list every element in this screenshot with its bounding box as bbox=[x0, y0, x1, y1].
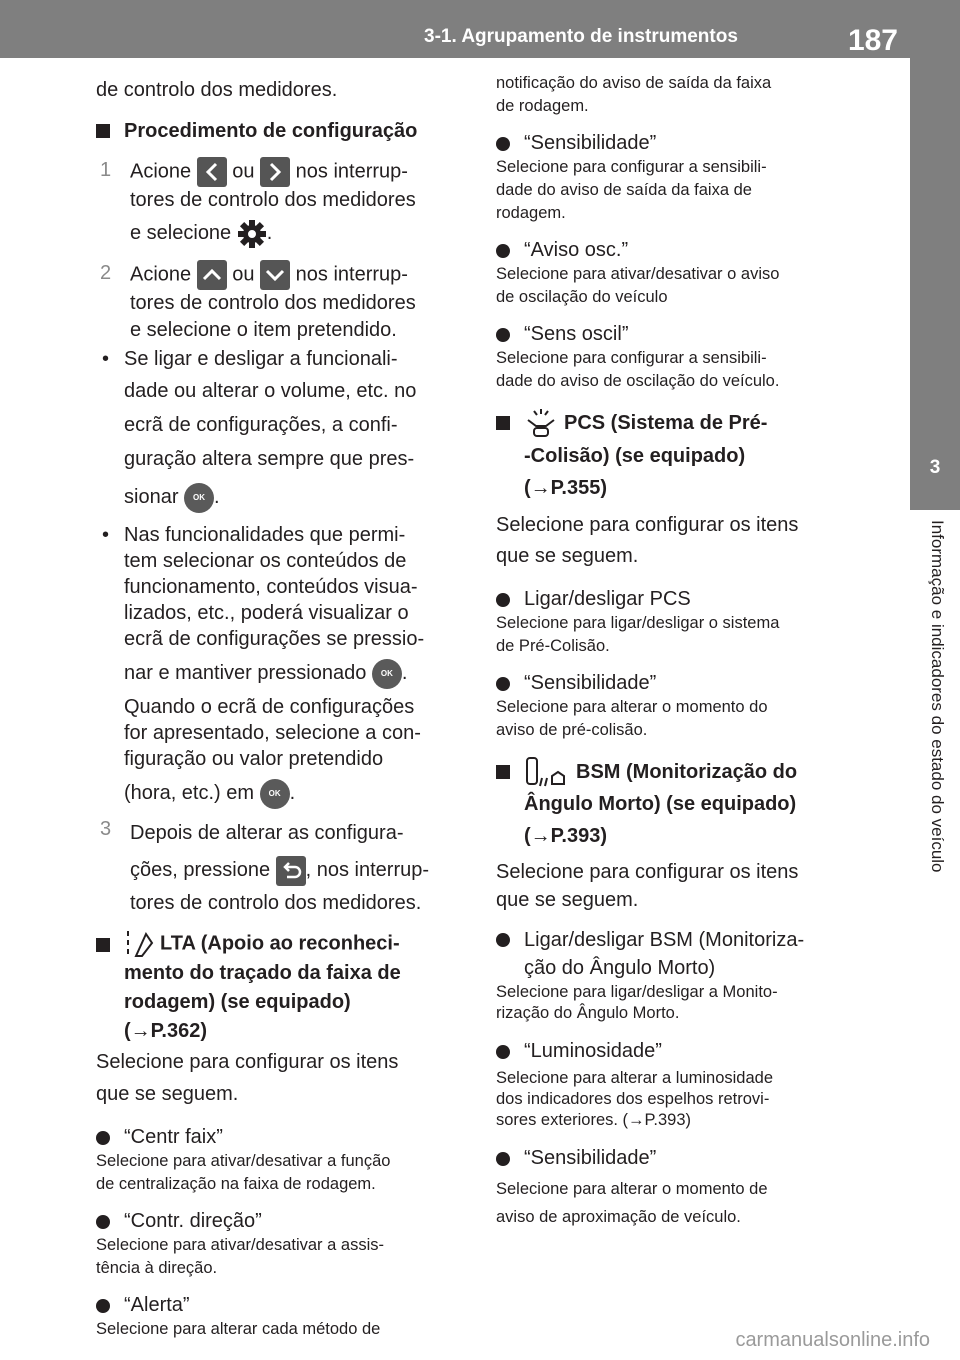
right-column bbox=[496, 72, 856, 1231]
side-bar bbox=[910, 0, 960, 425]
watermark: carmanualsonline.info bbox=[735, 1329, 930, 1351]
step-1: 1 Acione ou nos interrup- tores de controlo dos medidores e selecione . bbox=[96, 157, 461, 252]
item-desc: Selecione para configurar a sensibili- dade do aviso de oscilação do veículo. bbox=[496, 349, 780, 390]
item-desc: Selecione para configurar a sensibili- dade do aviso de saída da faixa de rodagem. bbox=[496, 158, 767, 222]
item-desc: Selecione para alterar o momento de aviso de aproximação de veículo. bbox=[496, 1180, 768, 1227]
page-number: 187 bbox=[847, 24, 898, 57]
section-title: 3-1. Agrupamento de instrumentos bbox=[424, 26, 738, 47]
ok-button-icon: OK bbox=[184, 483, 214, 513]
lane-trace-assist-icon bbox=[124, 929, 154, 959]
lta-item-sens-oscil: “Sens oscil” bbox=[496, 321, 856, 347]
heading-pcs: PCS (Sistema de Pré- -Colisão) (se equipado) (→P.355) bbox=[496, 407, 856, 504]
lta-item-desc: Selecione para alterar cada método de bbox=[96, 1320, 381, 1338]
item-desc: Selecione para alterar a luminosidade dos indicadores dos espelhos retrovi- sores exteriores. (→P.393) bbox=[496, 1069, 774, 1130]
step-2: 2 Acione ou nos interrup- tores de controlo dos medidores e selecione o item pretendido. bbox=[100, 262, 416, 341]
bsm-intro: Selecione para configurar os itens que se seguem. bbox=[496, 861, 799, 912]
item-desc: Selecione para ativar/desativar o aviso de oscilação do veículo bbox=[496, 265, 780, 306]
bullet-2: • Nas funcionalidades que permi- tem selecionar os conteúdos de funcionamento, conteúdos visua- lizados, etc., poderá visualizar o ecrã de configurações se pressio- nar e mantiver pressionado OK . Quando o ecrã de configurações for apresentado, selecione a con- figuração ou valor pretendido (hora, etc.) em OK . bbox=[96, 522, 461, 814]
lta-item-contr-direcao: “Contr. direção” bbox=[96, 1208, 461, 1234]
lta-intro: Selecione para configurar os itens que se seguem. bbox=[96, 1051, 399, 1105]
back-arrow-icon bbox=[276, 856, 306, 886]
step-3: 3 Depois de alterar as configura- ções, pressione , nos interrup- tores de controlo dos medidores. bbox=[100, 818, 430, 914]
bsm-item-ligar: Ligar/desligar BSM (Monitoriza- ção do Ângulo Morto) bbox=[496, 926, 856, 982]
chevron-right-icon bbox=[260, 157, 290, 187]
chapter-title: Informação e indicadores do estado do veículo bbox=[928, 520, 947, 873]
lta-item-aviso-osc: “Aviso osc.” bbox=[496, 237, 856, 263]
lta-item-alerta: “Alerta” bbox=[96, 1292, 461, 1318]
bsm-item-luminosidade: “Luminosidade” bbox=[496, 1038, 856, 1064]
chevron-left-icon bbox=[197, 157, 227, 187]
chevron-down-icon bbox=[260, 260, 290, 290]
pcs-intro: Selecione para configurar os itens que se seguem. bbox=[496, 513, 799, 567]
item-desc: Selecione para alterar o momento do aviso de pré-colisão. bbox=[496, 697, 768, 739]
bullet-1: • Se ligar e desligar a funcionali- dade ou alterar o volume, etc. no ecrã de configurações, a confi- guração altera sempre que pres- sionar OK . bbox=[96, 344, 461, 518]
lta-item-desc: Selecione para ativar/desativar a assis- tência à direção. bbox=[96, 1236, 384, 1277]
ok-button-icon: OK bbox=[372, 659, 402, 689]
left-column bbox=[96, 72, 461, 1341]
continued-text: notificação do aviso de saída da faixa de rodagem. bbox=[496, 74, 772, 115]
heading-procedure: Procedimento de configuração bbox=[96, 115, 461, 147]
lta-item-sensibilidade: “Sensibilidade” bbox=[496, 130, 856, 156]
pre-collision-icon bbox=[524, 408, 558, 440]
lta-item-centr-faix: “Centr faix” bbox=[96, 1124, 461, 1150]
item-desc: Selecione para ligar/desligar o sistema de Pré-Colisão. bbox=[496, 613, 780, 655]
blind-spot-monitor-icon bbox=[524, 756, 570, 788]
heading-lta: LTA (Apoio ao reconheci- mento do traçado da faixa de rodagem) (se equipado) (→P.362) bbox=[96, 929, 461, 1046]
ok-button-icon: OK bbox=[260, 779, 290, 809]
pcs-item-sensibilidade: “Sensibilidade” bbox=[496, 670, 856, 696]
chapter-tab[interactable]: 3 bbox=[910, 425, 960, 510]
lta-item-desc: Selecione para ativar/desativar a função de centralização na faixa de rodagem. bbox=[96, 1152, 391, 1193]
pcs-item-ligar: Ligar/desligar PCS bbox=[496, 586, 856, 612]
item-desc: Selecione para ligar/desligar a Monito- rização do Ângulo Morto. bbox=[496, 983, 778, 1023]
bsm-item-sensibilidade: “Sensibilidade” bbox=[496, 1145, 856, 1171]
chevron-up-icon bbox=[197, 260, 227, 290]
gear-icon bbox=[237, 219, 267, 249]
intro-text: de controlo dos medidores. bbox=[96, 79, 338, 101]
heading-bsm: BSM (Monitorização do Ângulo Morto) (se equipado) (→P.393) bbox=[496, 756, 856, 853]
